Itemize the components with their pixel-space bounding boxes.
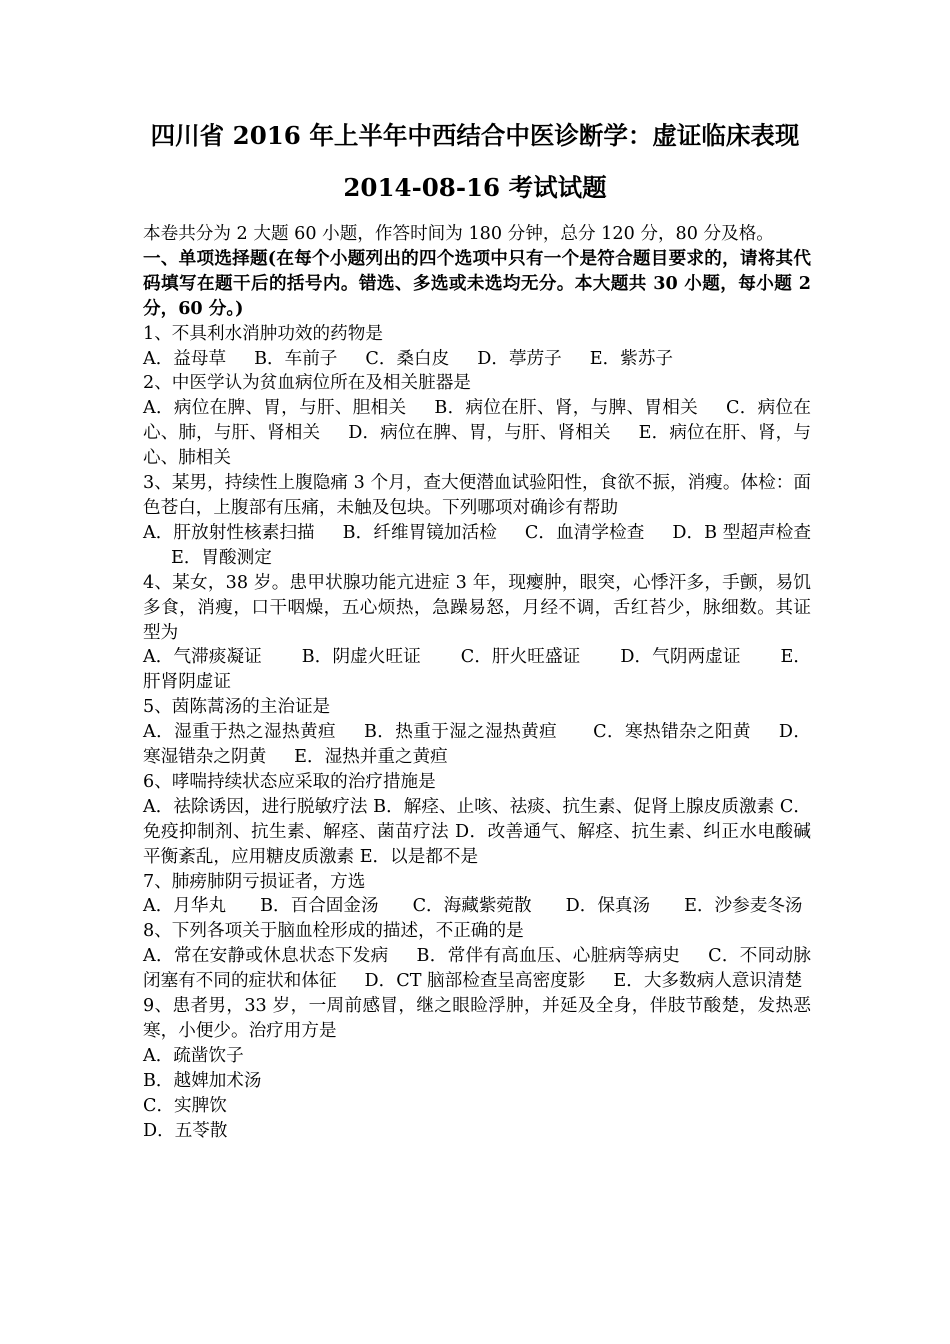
option: E．湿热并重之黄疸 — [294, 747, 448, 768]
document-title-line1: 四川省 2016 年上半年中西结合中医诊断学：虚证临床表现 — [150, 121, 800, 150]
option: A．益母草 — [143, 348, 227, 369]
option: D．气阴两虚证 — [620, 647, 741, 668]
option: C．寒热错杂之阳黄 — [593, 722, 751, 743]
option: C．病位在心、肺，与肝、肾相关 — [143, 398, 811, 444]
question-stem: 6、哮喘持续状态应采取的治疗措施是 — [143, 771, 436, 792]
option: A．月华丸 — [143, 896, 227, 917]
option: C．不同动脉闭塞有不同的症状和体征 — [143, 946, 811, 992]
section-heading: 一、单项选择题(在每个小题列出的四个选项中只有一个是符合题目要求的，请将其代码填写在题干后的括号内。错选、多选或未选均无分。本大题共 30 小题，每小题 2 分，60 分。) — [143, 247, 811, 319]
question-options — [143, 720, 811, 770]
option: B．百合固金汤 — [260, 896, 379, 917]
option: E．病位在肝、肾，与心、肺相关 — [143, 423, 811, 469]
option: A．病位在脾、胃，与肝、胆相关 — [143, 398, 407, 419]
question-options — [143, 894, 811, 919]
question-stem: 8、下列各项关于脑血栓形成的描述，不正确的是 — [143, 921, 524, 942]
question-stem: 1、不具利水消肿功效的药物是 — [143, 323, 383, 344]
option: C．桑白皮 — [365, 348, 450, 369]
option: A．肝放射性核素扫描 — [143, 522, 315, 543]
question-stem: 2、中医学认为贫血病位所在及相关脏器是 — [143, 373, 471, 394]
option: E．肝肾阴虚证 — [143, 647, 811, 693]
question-stem: 5、茵陈蒿汤的主治证是 — [143, 697, 331, 718]
document-body — [143, 222, 811, 1144]
question-stem: 9、患者男，33 岁，一周前感冒，继之眼睑浮肿，并延及全身，伴肢节酸楚，发热恶寒，小便少。治疗用方是 — [143, 996, 811, 1041]
question-options — [143, 645, 811, 695]
option: E．沙参麦冬汤 — [684, 896, 803, 917]
option: C．海藏紫菀散 — [412, 896, 532, 917]
question-stem: 7、肺痨肺阴亏损证者，方选 — [143, 871, 366, 892]
option: B．病位在肝、肾，与脾、胃相关 — [434, 398, 698, 419]
option: C．血清学检查 — [524, 522, 645, 543]
option: D．B 型超声检查 — [672, 522, 811, 543]
option: B．车前子 — [254, 348, 338, 369]
option: A．湿重于热之湿热黄疸 — [143, 722, 336, 743]
question-options — [143, 396, 811, 471]
question-stem: 3、某男，持续性上腹隐痛 3 个月，查大便潜血试验阳性，食欲不振，消瘦。体检：面色苍白，上腹部有压痛，未触及包块。下列哪项对确诊有帮助 — [143, 473, 811, 518]
question-options: A．祛除诱因，进行脱敏疗法 B．解痉、止咳、祛痰、抗生素、促肾上腺皮质激素 C．免疫抑制剂、抗生素、解痉、菌苗疗法 D．改善通气、解痉、抗生素、纠正水电酸碱平衡紊乱，应用糖皮质激素 E．以是都不是 — [143, 796, 811, 867]
document-title-line2: 2014-08-16 考试试题 — [343, 173, 607, 202]
option: B．常伴有高血压、心脏病等病史 — [416, 946, 681, 967]
option: D．寒湿错杂之阴黄 — [143, 722, 811, 768]
option: B．纤维胃镜加活检 — [342, 522, 497, 543]
question-options — [143, 347, 811, 372]
option: E．大多数病人意识清楚 — [613, 971, 803, 992]
question-options — [143, 521, 811, 571]
option: B．热重于湿之湿热黄疸 — [363, 722, 558, 743]
question-stem: 4、某女，38 岁。患甲状腺功能亢进症 3 年，现瘿肿，眼突，心悸汗多，手颤，易饥多食，消瘦，口干咽燥，五心烦热，急躁易怒，月经不调，舌红苔少，脉细数。其证型为 — [143, 572, 811, 643]
option: E．胃酸测定 — [171, 547, 272, 568]
option: A．常在安静或休息状态下发病 — [143, 946, 389, 967]
option: A．疏凿饮子 — [143, 1045, 244, 1066]
option: C．肝火旺盛证 — [460, 647, 581, 668]
option: D．保真汤 — [565, 896, 651, 917]
option: D．五苓散 — [143, 1120, 228, 1141]
option: D．CT 脑部检查呈高密度影 — [364, 971, 586, 992]
option: B．越婢加术汤 — [143, 1070, 262, 1091]
option: D．葶苈子 — [477, 348, 562, 369]
question-options — [143, 944, 811, 994]
option: C．实脾饮 — [143, 1095, 227, 1116]
option: B．阴虚火旺证 — [301, 647, 421, 668]
option: D．病位在脾、胃，与肝、肾相关 — [348, 423, 611, 444]
exam-intro: 本卷共分为 2 大题 60 小题，作答时间为 180 分钟，总分 120 分，80 分及格。 — [143, 224, 774, 244]
option: E．紫苏子 — [589, 348, 673, 369]
option: A．气滞痰凝证 — [143, 647, 262, 668]
